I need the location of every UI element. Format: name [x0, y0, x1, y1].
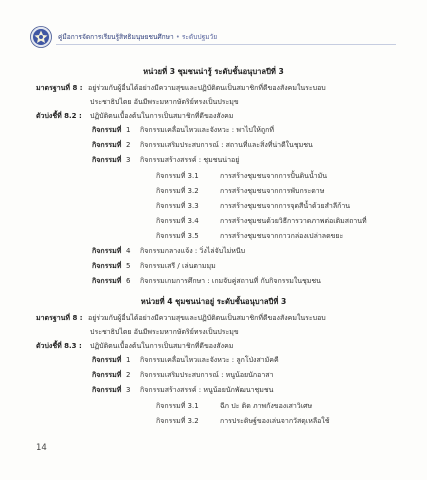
institution-logo-icon [30, 26, 52, 48]
activity-item: กิจกรรมที่ 1 กิจกรรมเคลื่อนไหวและจังหวะ : พาไปให้ถูกที่ [92, 126, 274, 134]
activity-item: กิจกรรมที่ 2 กิจกรรมเสริมประสบการณ์ : สถานที่และสิ่งที่น่าดีในชุมชน [92, 141, 313, 149]
sub-activity-item: กิจกรรมที่ 3.2 การประดิษฐ์ของเล่นจากวัสดุเหลือใช้ [156, 417, 330, 425]
page-number: 14 [36, 443, 47, 453]
activity-item: กิจกรรมที่ 6 กิจกรรมเกมการศึกษา : เกมจับคู่สถานที่ กับกิจกรรมในชุมชน [92, 277, 321, 285]
sub-activity-item: กิจกรรมที่ 3.4 การสร้างชุมชนด้วยวิธีการวาดภาพต่อเติมสถานที่ [156, 217, 367, 225]
activity-item: กิจกรรมที่ 2 กิจกรรมเสริมประสบการณ์ : หนูน้อยนักอาสา [92, 371, 274, 379]
sub-activity-item: กิจกรรมที่ 3.5 การสร้างชุมชนจากกาวกล่องเปล่าลดขยะ [156, 232, 344, 240]
standard-row: มาตรฐานที่ 8 : อยู่ร่วมกับผู้อื่นได้อย่างมีความสุขและปฏิบัติตนเป็นสมาชิกที่ดีของสังคมในระบอบ [36, 314, 326, 322]
header-divider [56, 44, 396, 45]
standard-row: มาตรฐานที่ 8 : อยู่ร่วมกับผู้อื่นได้อย่างมีความสุขและปฏิบัติตนเป็นสมาชิกที่ดีของสังคมในระบอบ [36, 84, 326, 92]
sub-activity-item: กิจกรรมที่ 3.1 การสร้างชุมชนจากการปั้นดินน้ำมัน [156, 172, 328, 180]
page-header [0, 0, 427, 56]
sub-activity-item: กิจกรรมที่ 3.3 การสร้างชุมชนจากการจุดสีน้ำด้วยสำลีก้าน [156, 202, 351, 210]
standard-continuation: ประชาธิปไตย อันมีพระมหากษัตริย์ทรงเป็นประมุข [90, 98, 239, 106]
unit-title-3: หน่วยที่ 3 ชุมชนน่ารู้ ระดับชั้นอนุบาลปีที่ 3 [143, 67, 284, 76]
activity-item: กิจกรรมที่ 4 กิจกรรมกลางแจ้ง : วิ่งไล่จับไม่หนีบ [92, 247, 246, 255]
indicator-row: ตัวบ่งชี้ที่ 8.2 : ปฏิบัติตนเบื้องต้นในการเป็นสมาชิกที่ดีของสังคม [36, 112, 234, 120]
activity-item: กิจกรรมที่ 3 กิจกรรมสร้างสรรค์ : ชุมชนน่าอยู่ [92, 156, 240, 164]
activity-item: กิจกรรมที่ 5 กิจกรรมเสรี / เล่นตามมุม [92, 262, 216, 270]
sub-activity-item: กิจกรรมที่ 3.2 การสร้างชุมชนจากการพับกระดาษ [156, 187, 325, 195]
standard-continuation: ประชาธิปไตย อันมีพระมหากษัตริย์ทรงเป็นประมุข [90, 328, 239, 336]
header-title: คู่มือการจัดการเรียนรู้สิทธิมนุษยชนศึกษา • ระดับปฐมวัย [58, 33, 218, 41]
indicator-row: ตัวบ่งชี้ที่ 8.3 : ปฏิบัติตนเบื้องต้นในการเป็นสมาชิกที่ดีของสังคม [36, 342, 234, 350]
activity-item: กิจกรรมที่ 3 กิจกรรมสร้างสรรค์ : หนูน้อยนักพัฒนาชุมชน [92, 386, 274, 394]
unit-title-4: หน่วยที่ 4 ชุมชนน่าอยู่ ระดับชั้นอนุบาลปีที่ 3 [140, 297, 287, 306]
activity-item: กิจกรรมที่ 1 กิจกรรมเคลื่อนไหวและจังหวะ : ลูกโป่งสามัคคี [92, 356, 279, 364]
sub-activity-item: กิจกรรมที่ 3.1 ฉีก ปะ ติด ภาพกังของเสาวิเศษ [156, 402, 313, 410]
